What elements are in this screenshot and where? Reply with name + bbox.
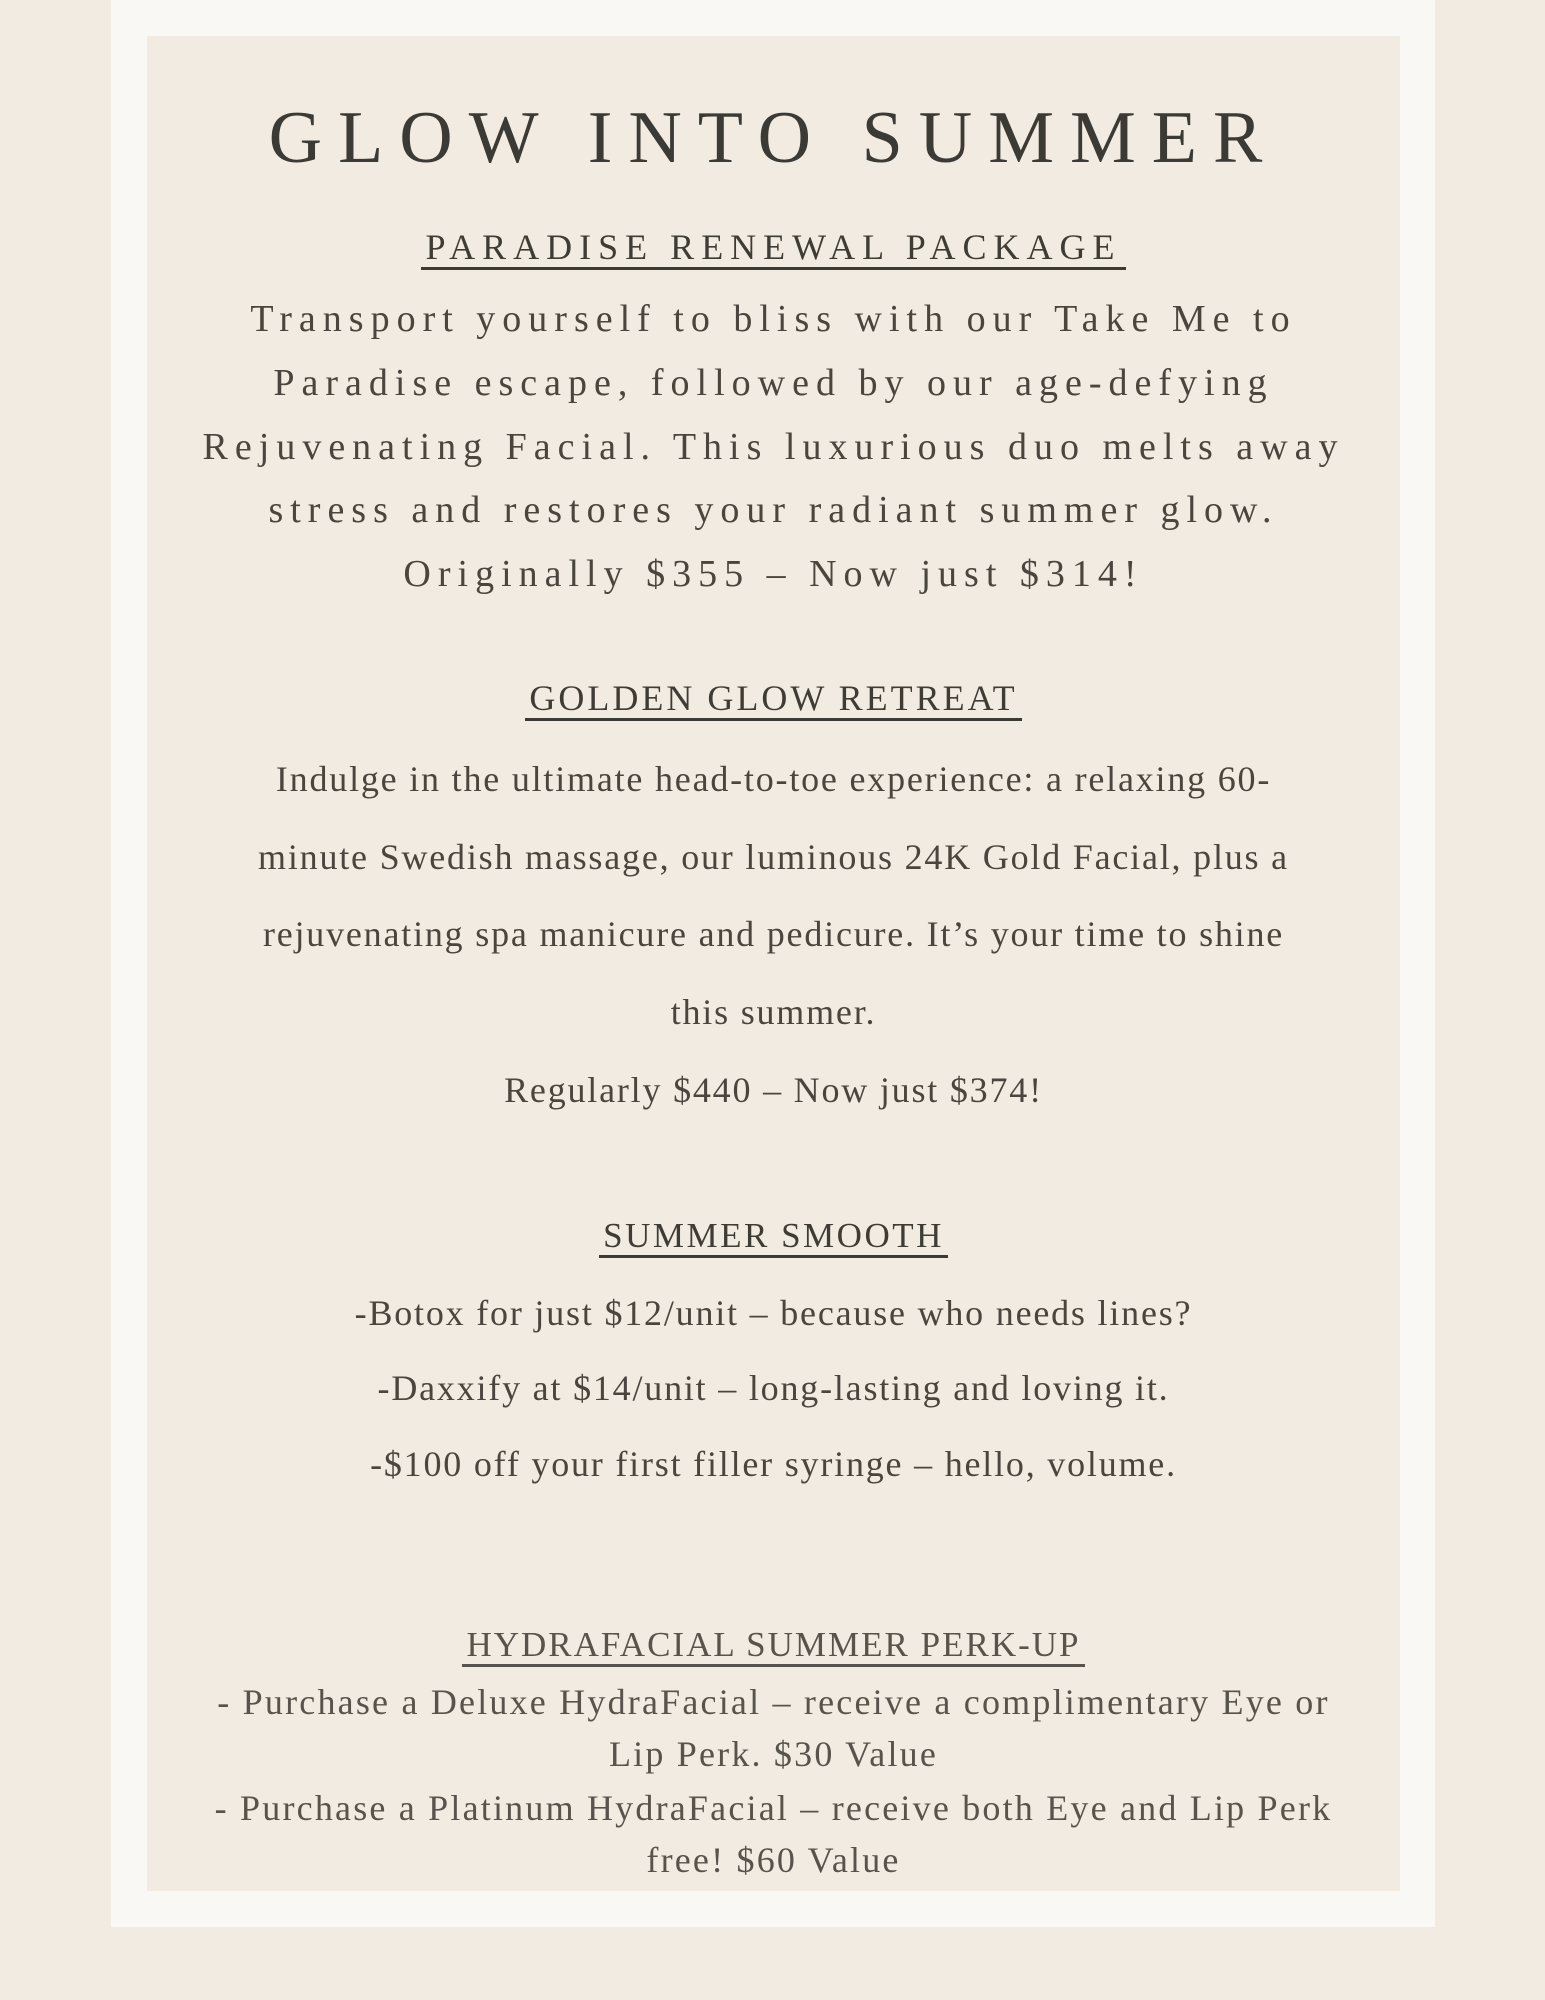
paradise-description-line: Paradise escape, followed by our age-defying (273, 362, 1274, 404)
page-title: GLOW INTO SUMMER (268, 97, 1279, 179)
section-heading-golden-glow (147, 677, 1400, 721)
paradise-description-line: Transport yourself to bliss with our Take Me to (250, 298, 1297, 340)
summer-smooth-offer-line: -Daxxify at $14/unit – long-lasting and loving it. (377, 1368, 1170, 1408)
section-heading-text: SUMMER SMOOTH (599, 1218, 948, 1258)
hydrafacial-offer-line: - Purchase a Deluxe HydraFacial – receive a complimentary Eye or (217, 1682, 1330, 1722)
summer-smooth-offer-line: -Botox for just $12/unit – because who needs lines? (354, 1293, 1193, 1333)
hydrafacial-offer-line: - Purchase a Platinum HydraFacial – receive both Eye and Lip Perk (214, 1788, 1333, 1828)
golden-glow-description-line: this summer. (670, 992, 877, 1032)
golden-glow-description-line: rejuvenating spa manicure and pedicure. It’s your time to shine (262, 914, 1285, 954)
section-heading-paradise-renewal (147, 226, 1400, 270)
golden-glow-description-line: minute Swedish massage, our luminous 24K Gold Facial, plus a (258, 837, 1289, 877)
golden-glow-price-line: Regularly $440 – Now just $374! (504, 1070, 1043, 1110)
paradise-description-line: stress and restores your radiant summer glow. (268, 489, 1279, 531)
section-heading-text: HYDRAFACIAL SUMMER PERK-UP (462, 1627, 1084, 1667)
section-heading-summer-smooth (147, 1216, 1400, 1258)
paradise-description-line: Rejuvenating Facial. This luxurious duo melts away (202, 426, 1345, 468)
flyer-panel (147, 36, 1400, 1891)
section-heading-hydrafacial (147, 1625, 1400, 1667)
hydrafacial-offer-line: Lip Perk. $30 Value (608, 1734, 939, 1774)
summer-smooth-offer-line: -$100 off your first filler syringe – hello, volume. (370, 1444, 1177, 1484)
paradise-price-line: Originally $355 – Now just $314! (403, 553, 1144, 595)
section-heading-text: GOLDEN GLOW RETREAT (525, 680, 1021, 721)
hydrafacial-offer-line: free! $60 Value (646, 1840, 901, 1880)
golden-glow-description-line: Indulge in the ultimate head-to-toe experience: a relaxing 60- (275, 759, 1272, 799)
section-heading-text: PARADISE RENEWAL PACKAGE (421, 229, 1125, 270)
